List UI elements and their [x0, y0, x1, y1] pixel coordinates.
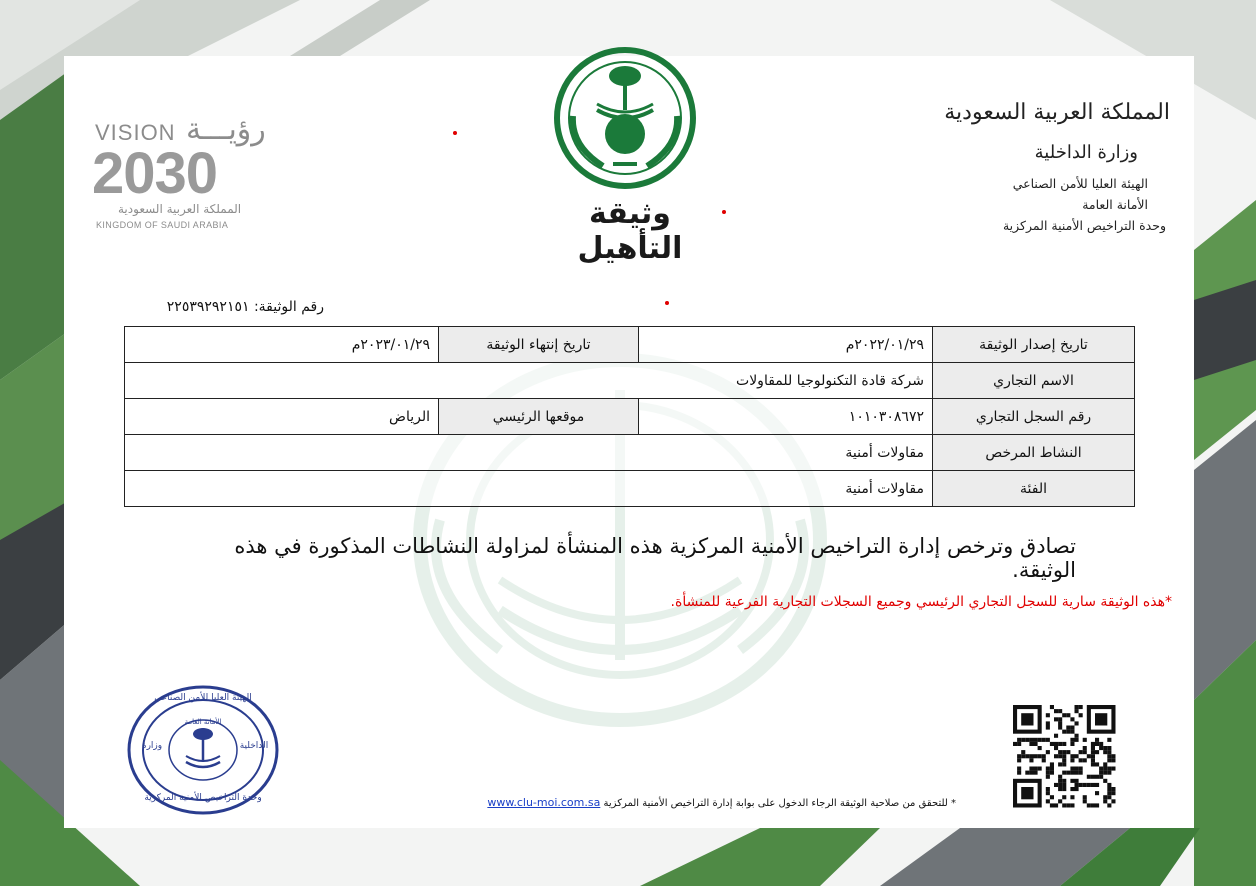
activity-value: مقاولات أمنية: [125, 435, 933, 471]
vision-arabic: رؤيـــة: [186, 112, 266, 147]
expiry-date-label: تاريخ إنتهاء الوثيقة: [439, 327, 639, 363]
svg-text:وزارة: وزارة: [141, 741, 163, 751]
table-row: [125, 327, 1135, 363]
kingdom-name: المملكة العربية السعودية: [944, 100, 1170, 125]
validity-note: *هذه الوثيقة سارية للسجل التجاري الرئيسي وجميع السجلات التجارية الفرعية للمنشأة.: [670, 594, 1172, 610]
certification-statement: تصادق وترخص إدارة التراخيص الأمنية المركزية هذه المنشأة لمزاولة النشاطات المذكورة في هذه الوثيقة.: [234, 534, 1076, 582]
activity-label: النشاط المرخص: [933, 435, 1135, 471]
authority-line: وحدة التراخيص الأمنية المركزية: [1002, 218, 1166, 233]
hq-value: الرياض: [125, 399, 439, 435]
table-row: [125, 471, 1135, 507]
cr-label: رقم السجل التجاري: [933, 399, 1135, 435]
vision-word: VISION: [95, 120, 176, 145]
vision-kingdom-en: KINGDOM OF SAUDI ARABIA: [96, 220, 229, 230]
svg-text:الأمانة العامة: الأمانة العامة: [184, 718, 222, 726]
document-number: [167, 299, 324, 315]
authority-line: الهيئة العليا للأمن الصناعي: [1012, 176, 1148, 191]
verification-link[interactable]: www.clu-moi.com.sa: [487, 796, 601, 809]
red-dot: [665, 301, 669, 305]
category-label: الفئة: [933, 471, 1135, 507]
category-value: مقاولات أمنية: [125, 471, 933, 507]
ministry-emblem-icon: [553, 46, 697, 190]
table-row: [125, 399, 1135, 435]
table-row: [125, 435, 1135, 471]
document-number-value: ٢٢٥٣٩٢٩٢١٥١: [166, 299, 250, 315]
vision-kingdom-ar: المملكة العربية السعودية: [118, 202, 242, 216]
verification-text: * للتحقق من صلاحية الوثيقة الرجاء الدخول على بوابة إدارة التراخيص الأمنية المركزية: [603, 798, 956, 809]
issue-date-value: ٢٠٢٢/٠١/٢٩م: [639, 327, 933, 363]
issue-date-label: تاريخ إصدار الوثيقة: [933, 327, 1135, 363]
document-number-label: رقم الوثيقة:: [253, 299, 324, 315]
authority-line: الأمانة العامة: [1082, 197, 1148, 212]
official-stamp: [126, 684, 280, 816]
svg-text:الهيئة العليا للأمن الصناعي: الهيئة العليا للأمن الصناعي: [154, 693, 252, 703]
red-dot: [722, 210, 726, 214]
document-title: وثيقة التأهيل: [577, 196, 683, 266]
qr-code[interactable]: [999, 691, 1130, 822]
svg-text:الداخلية: الداخلية: [239, 741, 269, 751]
table-row: [125, 363, 1135, 399]
red-dot: [453, 131, 457, 135]
svg-text:وحدة التراخيص الأمنية المركزية: وحدة التراخيص الأمنية المركزية: [144, 793, 262, 803]
cr-value: ١٠١٠٣٠٨٦٧٢: [639, 399, 933, 435]
verification-note: [487, 796, 956, 809]
hq-label: موقعها الرئيسي: [439, 399, 639, 435]
info-table: [124, 326, 1135, 507]
trade-name-label: الاسم التجاري: [933, 363, 1135, 399]
expiry-date-value: ٢٠٢٣/٠١/٢٩م: [125, 327, 439, 363]
trade-name-value: شركة قادة التكنولوجيا للمقاولات: [125, 363, 933, 399]
ministry-name: وزارة الداخلية: [1034, 142, 1138, 163]
vision-year: 2030: [92, 141, 218, 206]
